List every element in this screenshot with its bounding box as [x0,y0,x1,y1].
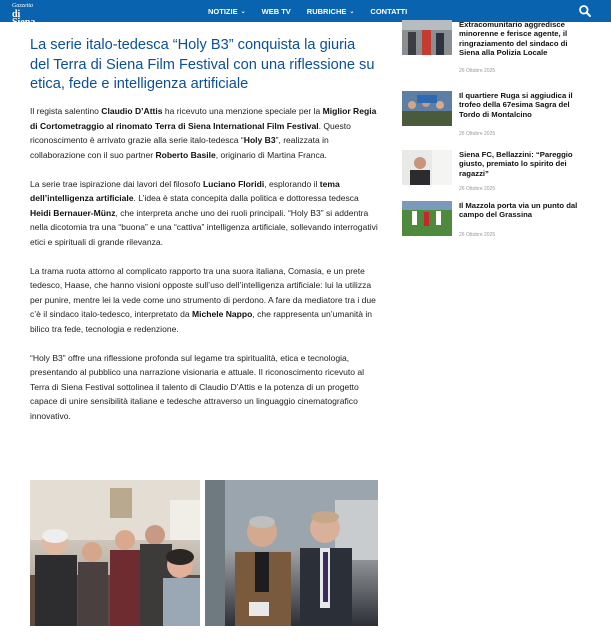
news-date: 26 Ottobre 2025 [459,232,496,238]
news-title[interactable]: Il quartiere Ruga si aggiudica il trofeo della 67esima Sagra del Tordo di Montalcino [459,91,573,119]
article-paragraph: “Holy B3” offre una riflessione profonda sul legame tra spiritualità, etica e tecnologia, presentando al pubblico una narrazione visionaria e attuale. Il riconoscimento ricevuto al Terra di Siena Festival sottolinea il talento di Claudio D’Attis e la potenza di un progetto capace di unire sensibilità italiane e tedesche attraverso un linguaggio cinematografico innovativo. [30,352,365,421]
bold-text: Heidi Bernauer-Münz [30,207,116,218]
bold-text: Luciano Floridi [202,178,265,189]
group-photo-illustration [30,480,200,626]
nav-item-contatti[interactable] [370,7,407,16]
news-title[interactable]: Il Mazzola porta via un punto dal campo del Grassina [459,201,578,220]
duo-photo-illustration [205,480,378,626]
chevron-down-icon: ⌄ [240,8,246,15]
article-photo-group [30,480,200,626]
nav-label: RUBRICHE [306,6,347,16]
chevron-down-icon: ⌄ [349,8,355,15]
nav-label: CONTATTI [370,6,408,16]
nav-item-web-tv[interactable] [262,7,291,16]
nav-item-notizie[interactable] [208,7,246,16]
news-thumbnail[interactable] [402,150,452,185]
article-paragraph: La trama ruota attorno al complicato rapporto tra una suora italiana, Comasia, e un prete tedesco, Haase, che hanno visioni opposte sull’uso dell’intelligenza artificiale: lui la utilizza per punire, mentre lei la vede come uno strumento di perdono. A fare da mediatore tra i due c’è il sindaco italo-tedesco, interpretato da Michele Nappo, che rappresenta un’umanità in bilico tra fede, tecnologia e redenzione. [30,265,376,334]
nav-label: WEB TV [261,6,291,16]
news-date: 26 Ottobre 2025 [459,68,496,74]
nav-label: NOTIZIE [208,6,238,16]
news-thumbnail-image [402,201,452,236]
news-date: 26 Ottobre 2025 [459,186,496,192]
news-thumbnail-image [402,150,452,185]
logo-line-1: Gazzetta [12,3,33,9]
bold-text: Roberto Basile [155,149,216,160]
news-thumbnail-image [402,91,452,126]
news-thumbnail[interactable] [402,201,452,236]
bold-text: Holy B3 [243,135,276,145]
news-thumbnail-image [402,20,452,55]
main-menu [208,0,423,22]
news-title[interactable]: Siena FC, Bellazzini: “Pareggio giusto, premiato lo spirito dei ragazzi” [459,150,573,178]
site-logo[interactable] [12,2,46,28]
news-thumbnail[interactable] [402,20,452,55]
article-title: La serie italo-tedesca “Holy B3” conquista la giuria del Terra di Siena Film Festival con una riflessione su etica, fede e intelligenza artificiale [30,37,375,92]
bold-text: tema dell’intelligenza artificiale [30,178,340,203]
article-body [30,104,380,438]
article-photo-duo [205,480,378,626]
nav-item-rubriche[interactable] [307,7,355,16]
article-paragraph: La serie trae ispirazione dai lavori del filosofo Luciano Floridi, esplorando il tema dell’intelligenza artificiale. L’idea è stata concepita dalla politica e dottoressa tedesca Heidi Bernauer-Münz, che interpreta anche uno dei ruoli principali. “Holy B3” si addentra nella dicotomia tra una “buona” e una “cattiva” intelligenza artificiale, sollevando interrogativi etici e spirituali di grande rilevanza. [30,178,378,247]
bold-text: Miglior Regia di Cortometraggio al rinomato Terra di Siena International Film Festival [30,106,377,131]
bold-text: Michele Nappo [192,309,253,319]
top-navigation-bar [0,0,611,28]
news-title[interactable]: Extracomunitario aggredisce minorenne e ferisce agente, il ringraziamento del sindaco di Siena alla Polizia Locale [459,20,568,58]
bold-text: Claudio D’Attis [101,106,163,116]
search-icon[interactable] [578,4,592,18]
article-paragraph: Il regista salentino Claudio D’Attis ha ricevuto una menzione speciale per la Miglior Regia di Cortometraggio al rinomato Terra di Siena International Film Festival. Questo riconoscimento è arrivato grazie alla serie italo-tedesca “Holy B3”, realizzata in collaborazione con il suo partner Roberto Basile, originario di Martina Franca. [30,106,377,160]
news-date: 26 Ottobre 2025 [459,131,496,137]
logo-line-2: di Siena [12,9,36,28]
news-thumbnail[interactable] [402,91,452,126]
